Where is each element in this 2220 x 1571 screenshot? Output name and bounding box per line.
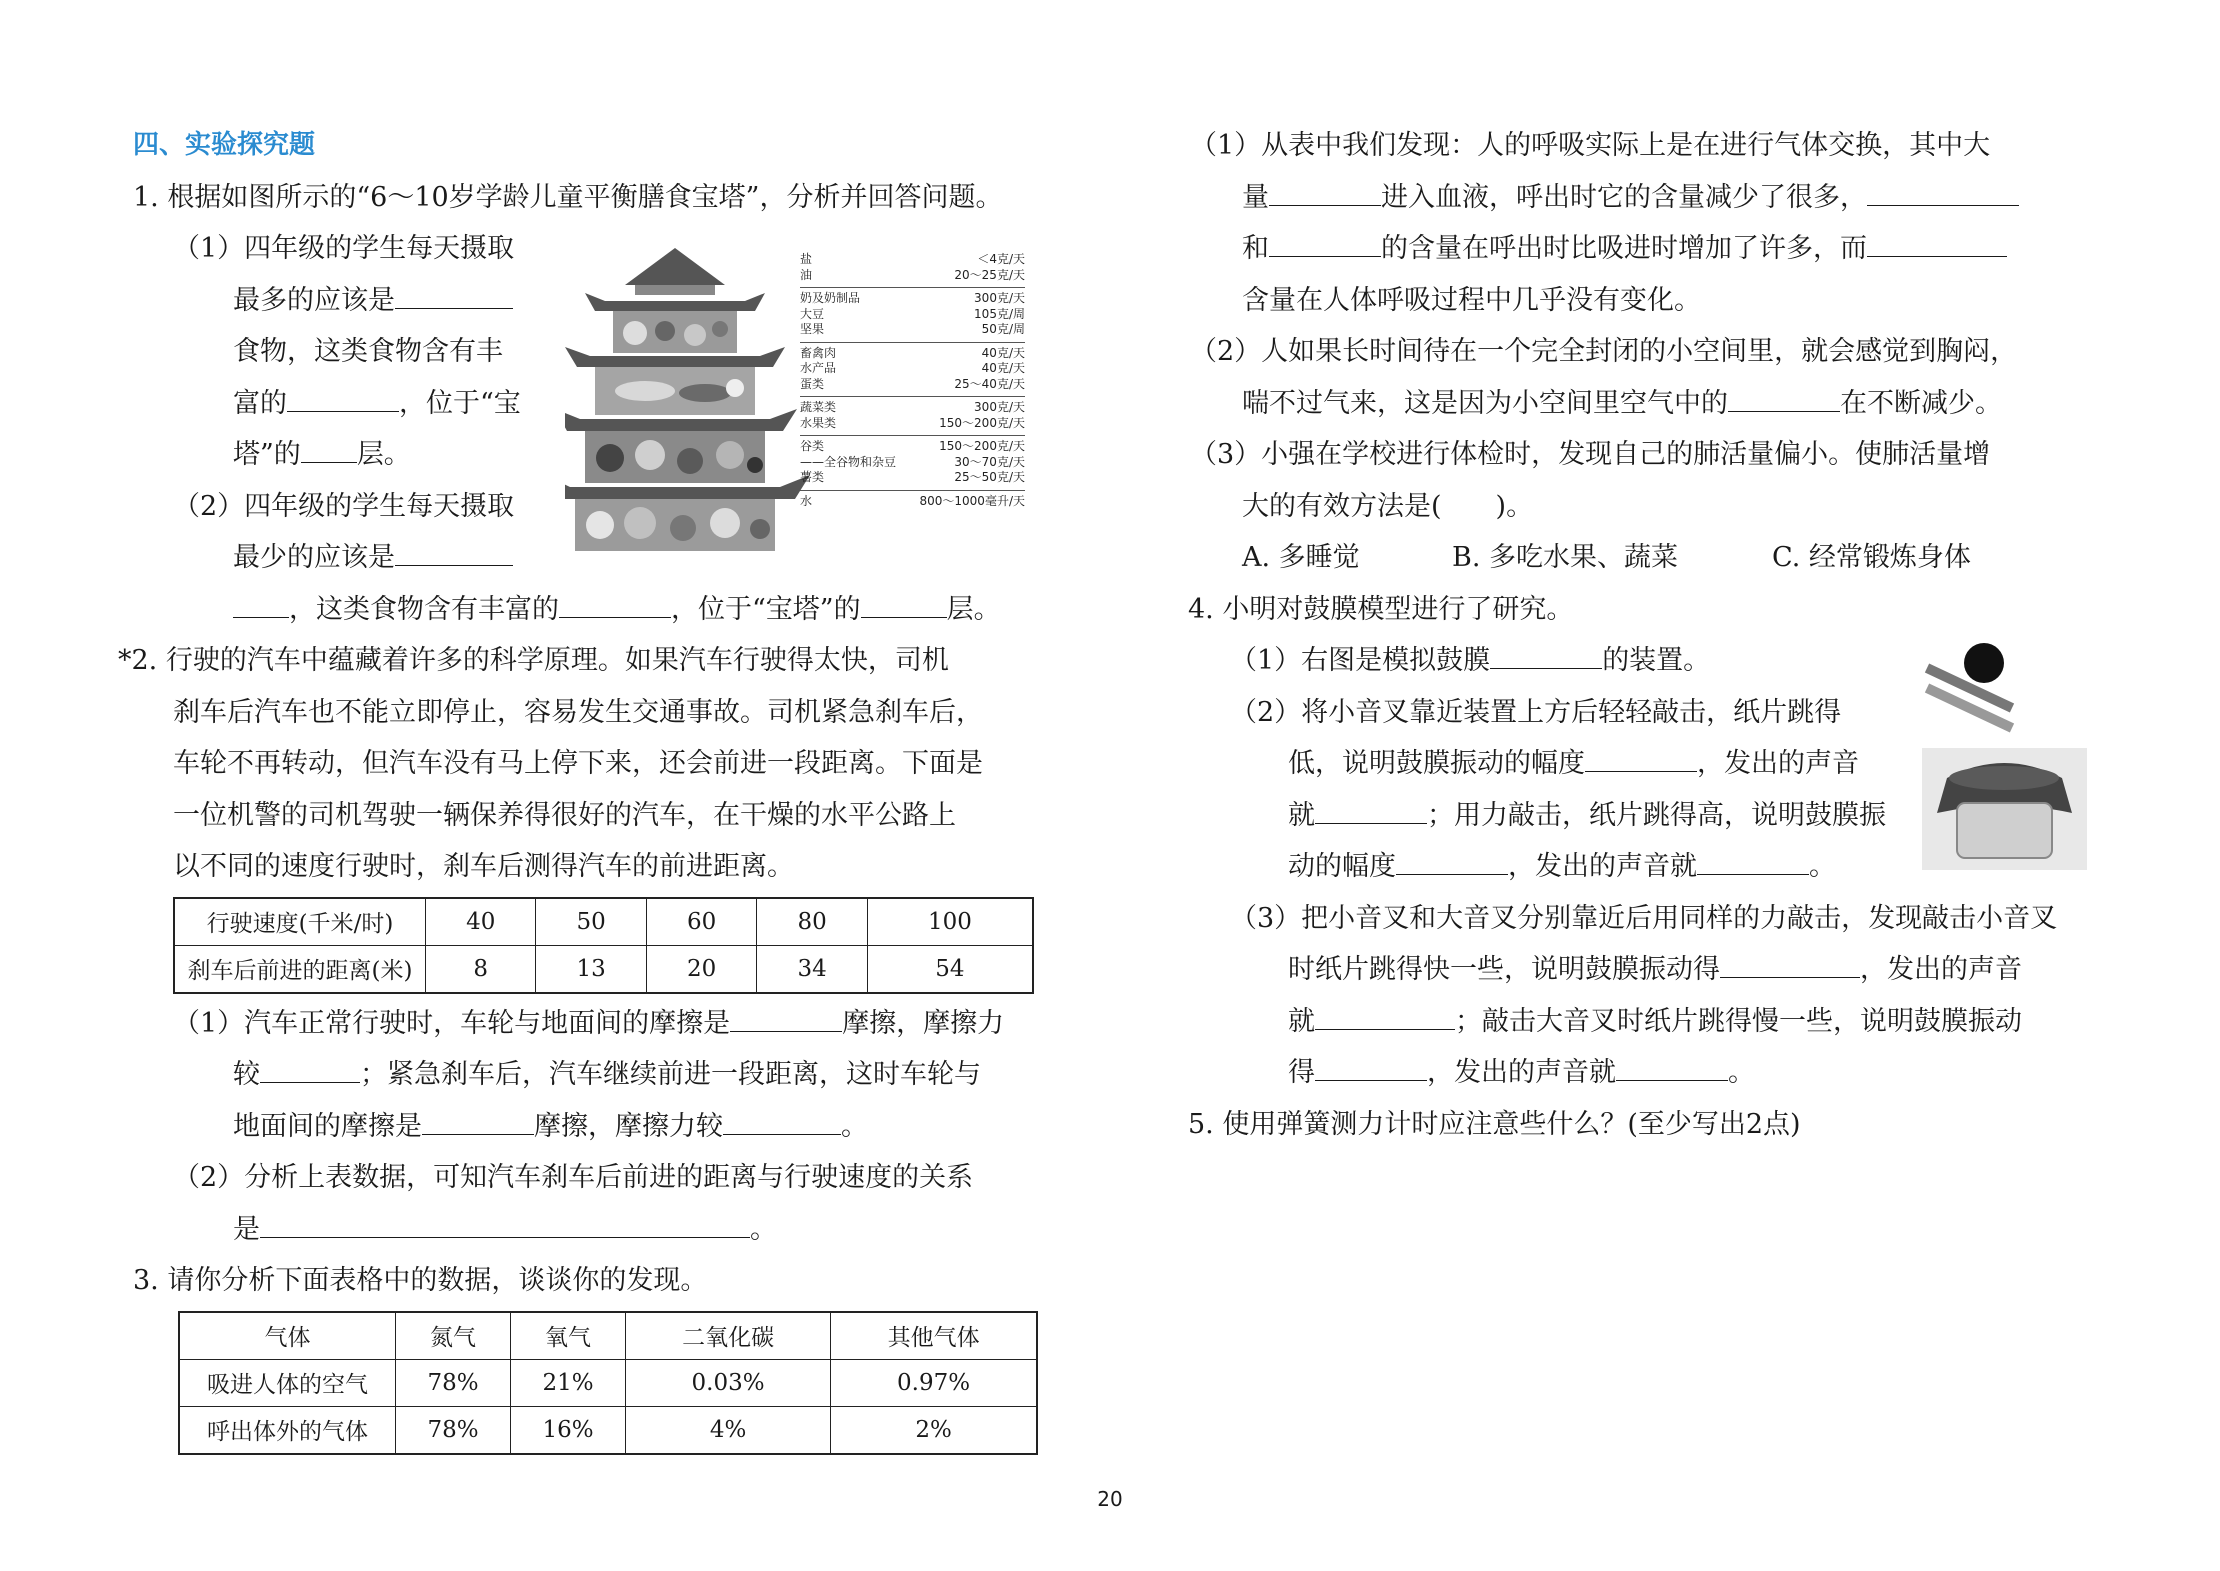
table-row — [174, 945, 1033, 993]
q4-sub2-line2: 低，说明鼓膜振动的幅度 ，发出的声音 — [1288, 748, 1859, 779]
q1-part2-line2: 最少的应该是 — [133, 532, 1033, 584]
legend-food-name: 水 — [800, 493, 813, 508]
q4-sub3-line4: 得 ，发出的声音就 。 — [1288, 1057, 1755, 1088]
legend-amount: 150～200克/天 — [939, 439, 1025, 453]
table-cell: 8 — [426, 945, 536, 993]
q2-line1: *2. 行驶的汽车中蕴藏着许多的科学原理。如果汽车行驶得太快，司机 — [118, 645, 949, 676]
q3-options — [1190, 532, 2090, 584]
table-header-cell: 氮气 — [396, 1312, 511, 1360]
q1-part1-line1: （1）四年级的学生每天摄取 — [173, 233, 515, 264]
answer-blank[interactable] — [233, 593, 289, 618]
answer-blank[interactable] — [260, 1058, 360, 1083]
answer-blank[interactable] — [1697, 850, 1809, 875]
legend-row — [800, 322, 1025, 338]
legend-row — [800, 470, 1025, 486]
table-cell: 54 — [867, 945, 1033, 993]
answer-blank[interactable] — [1269, 181, 1381, 206]
table-row — [179, 1359, 1037, 1406]
table-cell: 13 — [536, 945, 646, 993]
legend-food-name: 蔬菜类 — [800, 400, 837, 414]
q1-part1-line2: 最多的应该是 — [133, 275, 1033, 327]
answer-blank[interactable] — [861, 593, 947, 618]
q2-sub2-line1: （2）分析上表数据，可知汽车刹车后前进的距离与行驶速度的关系 — [173, 1162, 974, 1193]
legend-food-name: 油 — [800, 267, 813, 282]
legend-amount: 300克/天 — [974, 291, 1025, 305]
legend-food-name: 大豆 — [800, 306, 825, 321]
q4-sub3-line1: （3）把小音叉和大音叉分别靠近后用同样的力敲击，发现敲击小音叉 — [1230, 902, 2058, 934]
q4-sub1: （1）右图是模拟鼓膜 的装置。 — [1230, 645, 1711, 676]
table-row — [179, 1312, 1037, 1360]
answer-blank[interactable] — [1728, 387, 1840, 412]
gas-composition-table — [178, 1311, 1038, 1455]
legend-row — [800, 252, 1025, 268]
answer-blank[interactable] — [559, 593, 671, 618]
page-number: 20 — [1097, 1487, 1123, 1511]
q3-sub1-line2: 量 进入血液，呼出时它的含量减少了很多， — [1190, 172, 2090, 224]
table-header-cell: 其他气体 — [831, 1312, 1037, 1360]
q4-sub2-line1: （2）将小音叉靠近装置上方后轻轻敲击，纸片跳得 — [1230, 696, 1842, 728]
table-cell: 34 — [757, 945, 867, 993]
legend-food-name: 畜禽肉 — [800, 345, 837, 360]
legend-row — [800, 346, 1025, 362]
legend-row — [800, 455, 1025, 471]
answer-blank[interactable] — [1585, 747, 1697, 772]
table-cell: 100 — [867, 898, 1033, 946]
table-cell: 80 — [757, 898, 867, 946]
answer-blank[interactable] — [1867, 181, 2019, 206]
legend-food-name: 薯类 — [800, 470, 825, 484]
legend-amount: 150～200克/天 — [939, 415, 1025, 430]
answer-blank[interactable] — [1616, 1056, 1728, 1081]
answer-blank[interactable] — [1720, 953, 1860, 978]
legend-row — [800, 494, 1025, 510]
legend-amount: 40克/天 — [981, 345, 1025, 360]
q1-part1-line5: 塔”的 层。 — [233, 439, 411, 470]
q4-sub2-line3: 就 ；用力敲击，纸片跳得高，说明鼓膜振 — [1288, 799, 1886, 831]
q3-stem: 3. 请你分析下面表格中的数据，谈谈你的发现。 — [133, 1265, 708, 1296]
q4-sub3-line3: 就 ；敲击大音叉时纸片跳得慢一些，说明鼓膜振动 — [1288, 1005, 2022, 1037]
table-cell: 78% — [396, 1359, 511, 1406]
q4-sub3-line2: 时纸片跳得快一些，说明鼓膜振动得 ，发出的声音 — [1288, 954, 2022, 985]
legend-amount: 25～50克/天 — [954, 470, 1025, 484]
q3-sub3-line2: 大的有效方法是( )。 — [1242, 490, 1534, 522]
q2-line3: 车轮不再转动，但汽车没有马上停下来，还会前进一段距离。下面是 — [173, 748, 983, 779]
legend-amount: 40克/天 — [981, 361, 1025, 375]
q3-sub1-line1: （1）从表中我们发现：人的呼吸实际上是在进行气体交换，其中大 — [1190, 130, 1991, 161]
legend-row — [800, 268, 1025, 284]
drum-model-image — [1922, 638, 2087, 870]
q2-sub2-line2: 是 。 — [233, 1213, 777, 1245]
q1-stem: 1. 根据如图所示的“6～10岁学龄儿童平衡膳食宝塔”，分析并回答问题。 — [133, 181, 1003, 213]
q2-sub1-line3: 地面间的摩擦是 摩擦，摩擦力较 。 — [233, 1110, 868, 1142]
table-cell: 78% — [396, 1406, 511, 1454]
legend-divider — [800, 490, 1025, 491]
table-header-cell: 氧气 — [511, 1312, 626, 1360]
table-row — [174, 898, 1033, 946]
legend-amount: 50克/周 — [981, 322, 1025, 336]
answer-blank[interactable] — [1396, 850, 1508, 875]
q2-line2: 刹车后汽车也不能立即停止，容易发生交通事故。司机紧急刹车后， — [173, 696, 983, 728]
table-cell: 60 — [646, 898, 756, 946]
table-cell: 刹车后前进的距离(米) — [174, 945, 426, 993]
legend-row — [800, 291, 1025, 307]
q5-stem: 5. 使用弹簧测力计时应注意些什么？(至少写出2点) — [1188, 1108, 1801, 1140]
option-a[interactable]: A. 多睡觉 — [1242, 542, 1360, 573]
legend-food-name: 盐 — [800, 252, 813, 266]
q4-sub2-line4: 动的幅度 ，发出的声音就 。 — [1288, 851, 1836, 882]
answer-blank[interactable] — [1490, 644, 1602, 669]
legend-food-name: 坚果 — [800, 322, 825, 336]
answer-blank[interactable] — [730, 1007, 842, 1032]
table-cell: 4% — [626, 1406, 831, 1454]
answer-blank[interactable] — [1867, 232, 2007, 257]
legend-row — [800, 400, 1025, 416]
right-column — [1190, 120, 2090, 1150]
q2-sub1-line2: 较 ；紧急刹车后，汽车继续前进一段距离，这时车轮与 — [233, 1059, 981, 1090]
table-cell: 0.97% — [831, 1359, 1037, 1406]
legend-divider — [800, 396, 1025, 397]
table-cell: 2% — [831, 1406, 1037, 1454]
answer-blank[interactable] — [723, 1110, 841, 1135]
q1-part2-line1: （2）四年级的学生每天摄取 — [173, 490, 515, 522]
braking-distance-table — [173, 897, 1034, 994]
legend-amount: 300克/天 — [974, 400, 1025, 414]
q1-part2-line3: ，这类食物含有丰富的 ，位于“宝塔”的 层。 — [133, 584, 1033, 636]
section-title: 四、实验探究题 — [133, 130, 316, 160]
legend-row — [800, 439, 1025, 455]
table-header-cell: 气体 — [179, 1312, 396, 1360]
legend-food-name: ——全谷物和杂豆 — [800, 454, 897, 469]
legend-amount: ＜4克/天 — [977, 252, 1025, 266]
answer-blank[interactable] — [1315, 1056, 1427, 1081]
legend-amount: 105克/周 — [974, 306, 1025, 321]
table-cell: 16% — [511, 1406, 626, 1454]
table-cell: 行驶速度(千米/时) — [174, 898, 426, 946]
answer-blank[interactable] — [1315, 799, 1427, 824]
option-c[interactable]: C. 经常锻炼身体 — [1772, 542, 1971, 573]
table-cell: 21% — [511, 1359, 626, 1406]
table-cell: 0.03% — [626, 1359, 831, 1406]
legend-food-name: 奶及奶制品 — [800, 291, 861, 305]
table-header-cell: 二氧化碳 — [626, 1312, 831, 1360]
legend-amount: 800～1000毫升/天 — [919, 493, 1025, 508]
answer-blank[interactable] — [287, 387, 399, 412]
answer-blank[interactable] — [301, 438, 357, 463]
legend-amount: 30～70克/天 — [954, 454, 1025, 469]
legend-divider — [800, 287, 1025, 288]
q3-sub2-line1: （2）人如果长时间待在一个完全封闭的小空间里，就会感觉到胸闷， — [1190, 336, 2018, 367]
tuning-fork-jar-icon — [1922, 638, 2087, 870]
answer-blank[interactable] — [1315, 1005, 1455, 1030]
q2-line4: 一位机警的司机驾驶一辆保养得很好的汽车，在干燥的水平公路上 — [173, 799, 956, 831]
option-b[interactable]: B. 多吃水果、蔬菜 — [1452, 542, 1679, 573]
legend-food-name: 谷类 — [800, 439, 825, 453]
q2-line5: 以不同的速度行驶时，刹车后测得汽车的前进距离。 — [173, 851, 794, 882]
table-cell: 50 — [536, 898, 646, 946]
answer-blank[interactable] — [1269, 232, 1381, 257]
q2-sub1-line1: （1）汽车正常行驶时，车轮与地面间的摩擦是 摩擦，摩擦力 — [173, 1007, 1005, 1039]
legend-food-name: 蛋类 — [800, 376, 825, 391]
answer-blank[interactable] — [395, 284, 513, 309]
legend-amount: 20～25克/天 — [954, 267, 1025, 282]
q3-sub3-line1: （3）小强在学校进行体检时，发现自己的肺活量偏小。使肺活量增 — [1190, 439, 1991, 470]
q1-part1-line3: 食物，这类食物含有丰 — [233, 336, 503, 367]
q3-sub1-line4: 含量在人体呼吸过程中几乎没有变化。 — [1242, 284, 1701, 316]
q4-stem: 4. 小明对鼓膜模型进行了研究。 — [1188, 593, 1574, 625]
legend-row — [800, 416, 1025, 432]
answer-blank[interactable] — [422, 1110, 534, 1135]
table-cell: 20 — [646, 945, 756, 993]
legend-food-name: 水果类 — [800, 415, 837, 430]
legend-food-name: 水产品 — [800, 361, 837, 375]
table-cell: 呼出体外的气体 — [179, 1406, 396, 1454]
table-cell: 吸进人体的空气 — [179, 1359, 396, 1406]
legend-row — [800, 307, 1025, 323]
legend-row — [800, 361, 1025, 377]
q1-part1-line4: 富的 ，位于“宝 — [233, 387, 521, 419]
legend-divider — [800, 435, 1025, 436]
q3-sub1-line3: 和 的含量在呼出时比吸进时增加了许多，而 — [1190, 223, 2090, 275]
table-row — [179, 1406, 1037, 1454]
table-cell: 40 — [426, 898, 536, 946]
answer-blank[interactable] — [260, 1213, 750, 1238]
legend-amount: 25～40克/天 — [954, 376, 1025, 391]
food-pyramid-legend — [800, 252, 1025, 509]
answer-blank[interactable] — [395, 541, 513, 566]
q3-sub2-line2: 喘不过气来，这是因为小空间里空气中的 在不断减少。 — [1242, 387, 2002, 419]
legend-divider — [800, 342, 1025, 343]
legend-row — [800, 377, 1025, 393]
